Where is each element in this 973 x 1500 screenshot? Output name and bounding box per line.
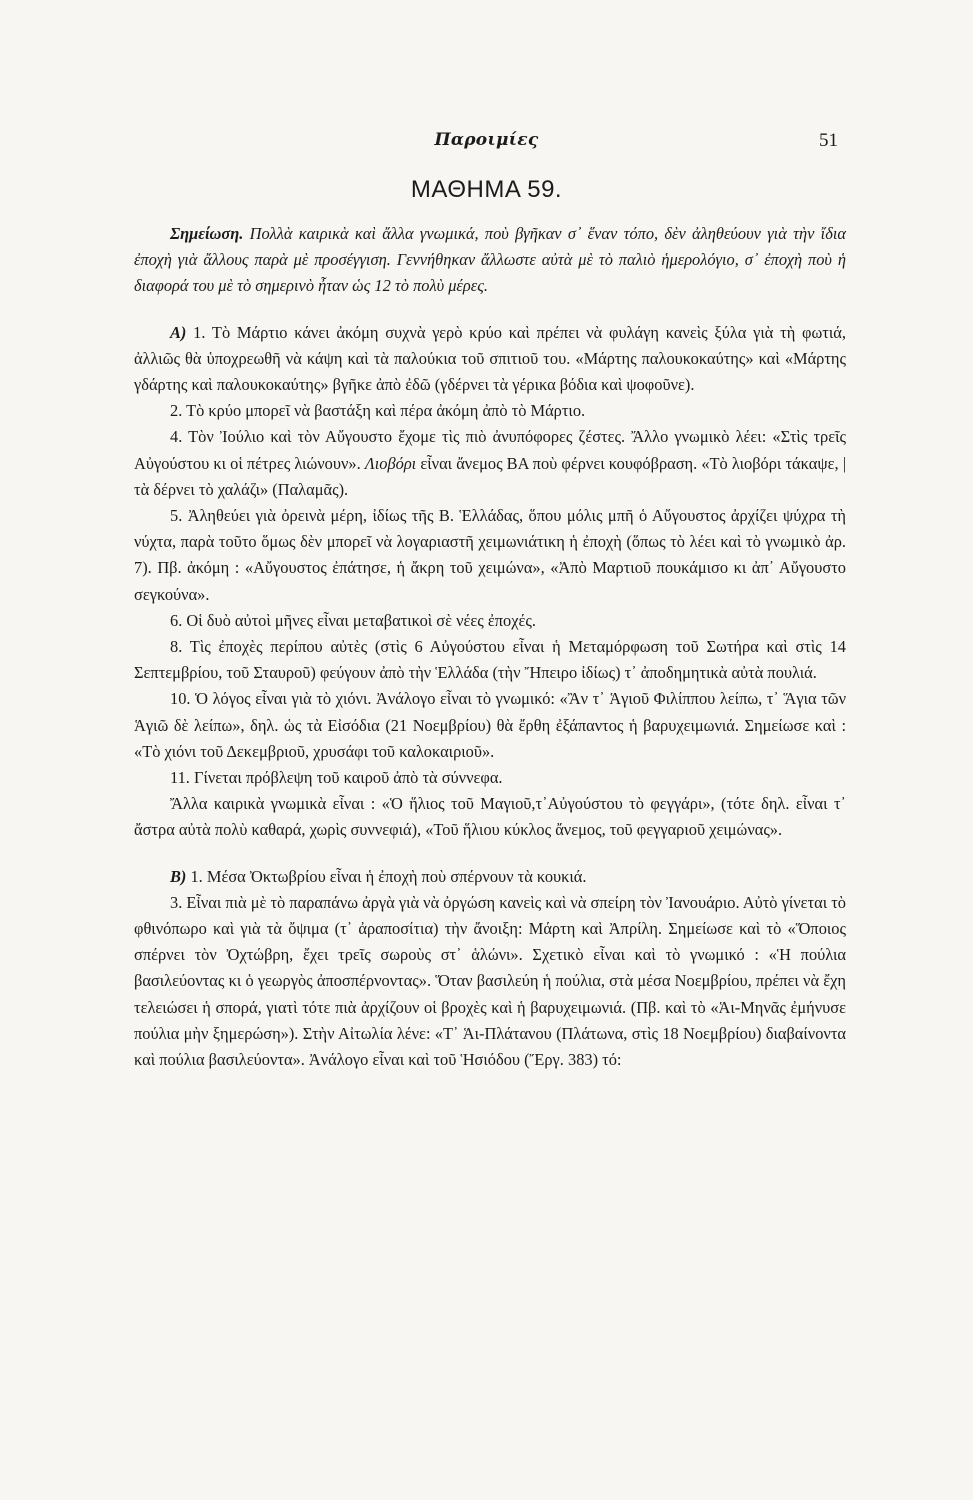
section-a-item-10: 10. Ὁ λόγος εἶναι γιὰ τὸ χιόνι. Ἀνάλογο εἶναι τὸ γνωμικό: «Ἂν τ᾽ Ἁγιοῦ Φιλίππου λείπω, τ᾽ Ἅγια τῶν Ἁγιῶ δὲ λείπω», δηλ. ὡς τὰ Εἰσόδια (21 Νοεμβρίου) θὰ ἔρθη ἐξάπαντος ἡ βαρυχειμωνιά. Σημείωσε καὶ : «Τὸ χιόνι τοῦ Δεκεμβριοῦ, χρυσάφι τοῦ καλοκαιριοῦ». [134,689,846,761]
section-a-item-4 [134,424,846,503]
lesson-title: ΜΑΘΗΜΑ 59. [410,176,563,203]
section-a-item-6: 6. Οἱ δυὸ αὐτοὶ μῆνες εἶναι μεταβατικοὶ σὲ νέες ἐποχές. [170,610,536,630]
note-paragraph [134,221,846,300]
section-a-item-4-text-a: 4. Τὸν Ἰούλιο καὶ τὸν Αὔγουστο ἔχομε τὶς πιὸ ἀνυπόφορες ζέστες. Ἄλλο γνωμικὸ λέει: «Στὶς τρεῖς Αὐγούστου κι οἱ πέτρες λιώνουν». [134,427,846,473]
section-a-item-8: 8. Τὶς ἐποχὲς περίπου αὐτὲς (στὶς 6 Αὐγούστου εἶναι ἡ Μεταμόρφωση τοῦ Σωτήρα καὶ στὶς 14 Σεπτεμβρίου, τοῦ Σταυροῦ) φεύγουν ἀπὸ τὴν Ἑλλάδα (τὴν Ἤπειρο ἰδίως) τ᾽ ἀποδημητικὰ αὐτὰ πουλιά. [134,637,846,683]
body-text [134,221,846,1073]
section-a-label: Α) [170,322,187,342]
spacer [134,844,846,864]
section-b-item-1-text: 1. Μέσα Ὀκτωβρίου εἶναι ἡ ἐποχὴ ποὺ σπέρνουν τὰ κουκιά. [186,866,587,886]
note-text: Πολλὰ καιρικὰ καὶ ἄλλα γνωμικά, ποὺ βγῆκαν σ᾽ ἕναν τόπο, δὲν ἀληθεύουν γιὰ τὴν ἴδια ἐποχὴ γιὰ ἄλλους παρὰ μὲ προσέγγιση. Γεννήθηκαν ἄλλωστε αὐτὰ μὲ τὸ παλιὸ ἡμερολόγιο, σ᾽ ἐποχὴ ποὺ ἡ διαφορά του μὲ τὸ σημερινὸ ἦταν ὡς 12 τὸ πολὺ μέρες. [134,224,846,296]
section-a-other-sayings: Ἄλλα καιρικὰ γνωμικὰ εἶναι : «Ὁ ἥλιος τοῦ Μαγιοῦ,τ᾽Αὐγούστου τὸ φεγγάρι», (τότε δηλ. εἶναι τ᾽ ἄστρα αὐτὰ πολὺ καθαρά, χωρὶς συννεφιά), «Τοῦ ἥλιου κύκλος ἄνεμος, τοῦ φεγγαριοῦ χειμώνας». [134,794,846,840]
section-b-item-1 [134,864,846,890]
section-a-item-2: 2. Τὸ κρύο μπορεῖ νὰ βαστάξη καὶ πέρα ἀκόμη ἀπὸ τὸ Μάρτιο. [170,401,586,421]
section-a-item-5: 5. Ἀληθεύει γιὰ ὀρεινὰ μέρη, ἰδίως τῆς Β. Ἑλλάδας, ὅπου μόλις μπῆ ὁ Αὔγουστος ἀρχίζει ψύχρα τὴ νύχτα, παρὰ τοῦτο ὅμως δὲν μπορεῖ νὰ λογαριαστῆ χειμωνιάτικη ἡ ἐποχὴ (ὅπως τὸ λέει καὶ τὸ γνωμικὸ ἀρ. 7). Πβ. ἀκόμη : «Αὔγουστος ἐπάτησε, ἡ ἄκρη τοῦ χειμώνα», «Ἀπὸ Μαρτιοῦ πουκάμισο κι ἀπ᾽ Αὔγουστο σεγκούνα». [134,506,846,604]
section-a-item-4-text-b: εἶναι ἄνεμος ΒΑ ποὺ φέρνει κουφόβραση. «Τὸ λιοβόρι τάκαψε, | τὰ δέρνει τὸ χαλάζι» (Παλαμᾶς). [134,453,846,499]
section-a-item-4-term: Λιοβόρι [364,453,417,473]
running-head [0,130,973,154]
page-number: 51 [819,130,838,151]
section-b-label: Β) [170,866,187,886]
section-a-item-1 [134,320,846,399]
running-title: Παροιμίες [434,130,539,150]
section-b-item-3: 3. Εἶναι πιὰ μὲ τὸ παραπάνω ἀργὰ γιὰ νὰ ὀργώση κανεὶς καὶ νὰ σπείρη τὸν Ἰανουάριο. Αὐτὸ γίνεται τὸ φθινόπωρο καὶ γιὰ τὰ ὄψιμα (τ᾽ ἀραποσίτια) τὴν ἄνοιξη: Μάρτη καὶ Ἀπρίλη. Σημείωσε καὶ τὸ «Ὅποιος σπέρνει τὸν Ὀχτώβρη, ἔχει τρεῖς σωροὺς στ᾽ ἁλώνι». Σχετικὸ εἶναι καὶ τὸ γνωμικό : «Ἡ πούλια βασιλεύοντας κι ὁ γεωργὸς ἀποσπέρνοντας». Ὅταν βασιλεύη ἡ πούλια, στὰ μέσα Νοεμβρίου, πρέπει νὰ ἔχη τελειώσει ἡ σπορά, γιατὶ τότε πιὰ ἀρχίζουν οἱ βροχὲς καὶ ἡ βαρυχειμωνιά. (Πβ. καὶ τὸ «Ἁι-Μηνᾶς ἐμήνυσε πούλια μὴν ξημερώση»). Στὴν Αἰτωλία λένε: «Τ᾽ Ἁι-Πλάτανου (Πλάτωνα, στὶς 18 Νοεμβρίου) διαβαίνοντα καὶ πούλια βασιλεύοντα». Ἀνάλογο εἶναι καὶ τοῦ Ἡσιόδου (Ἔργ. 383) τό: [134,892,846,1070]
note-label: Σημείωση. [170,224,244,243]
section-a-item-11: 11. Γίνεται πρόβλεψη τοῦ καιροῦ ἀπὸ τὰ σύννεφα. [170,768,503,788]
spacer [134,300,846,320]
section-a-item-1-text: 1. Τὸ Μάρτιο κάνει ἀκόμη συχνὰ γερὸ κρύο καὶ πρέπει νὰ φυλάγη κανεὶς ξύλα γιὰ τὴ φωτιά, ἀλλιῶς θὰ ὑποχρεωθῆ νὰ κάψη καὶ τὰ παλούκια τοῦ σπιτιοῦ του. «Μάρτης παλουκοκαύτης» καὶ «Μάρτης γδάρτης καὶ παλουκοκαύτης» βγῆκε ἀπὸ ἐδῶ (γδέρνει τὰ γέρικα βόδια καὶ ψοφοῦνε). [134,322,846,395]
